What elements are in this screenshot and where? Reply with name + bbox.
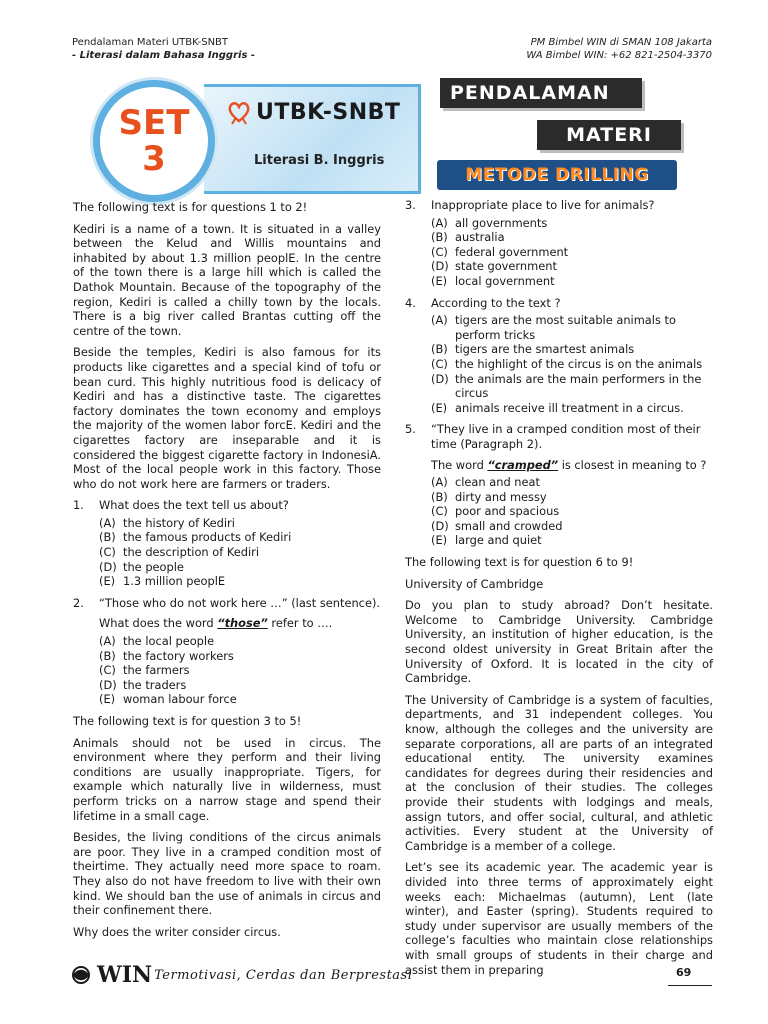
question-5 xyxy=(405,422,713,451)
left-column xyxy=(73,200,381,946)
option-e[interactable]: (E) woman labour force xyxy=(99,692,237,707)
set-word: SET xyxy=(118,103,190,143)
utbk-logo xyxy=(226,99,400,125)
option-e[interactable]: (E) animals receive ill treatment in a circus. xyxy=(431,400,684,415)
option-d[interactable]: (D) small and crowded xyxy=(431,518,563,533)
question-4-options xyxy=(431,313,713,415)
question-text: According to the text ? xyxy=(431,295,561,310)
utbk-banner xyxy=(204,84,421,194)
option-c[interactable]: (C) poor and spacious xyxy=(431,504,560,519)
question-1-options xyxy=(99,516,381,589)
question-1 xyxy=(73,498,381,513)
option-e[interactable]: (E) local government xyxy=(431,273,555,288)
footer-brand-name: WIN xyxy=(97,962,153,988)
header-left xyxy=(72,36,255,62)
option-c[interactable]: (C) the highlight of the circus is on the animals xyxy=(431,356,703,371)
question-text: “They live in a cramped condition most of their time (Paragraph 2). xyxy=(431,422,701,451)
question-text: “Those who do not work here …” (last sentence). xyxy=(99,595,381,610)
question-4 xyxy=(405,296,713,311)
header-left-line2: - Literasi dalam Bahasa Inggris - xyxy=(72,50,256,61)
ribbon-logo-icon xyxy=(226,99,252,125)
option-a[interactable]: (A) clean and neat xyxy=(431,475,540,490)
footer-brand xyxy=(68,962,412,988)
cambridge-paragraph-3: Let’s see its academic year. The academic year is divided into three terms of approximately eight weeks each: Michaelmas (autumn), Lent (late winter), and Easter (spring). Students required to study under supervisor are usually members of the college’s faculties who maintain close relationships with small groups of students in their charge and assist them in preparing xyxy=(405,860,713,977)
question-number: 5. xyxy=(405,422,416,437)
option-a[interactable]: (A) the local people xyxy=(99,634,215,649)
circus-paragraph-1: Animals should not be used in circus. The environment where they perform and their living conditions are usually inappropriate. Tigers, for example which naturally live in wilderness, must perform tricks on a narrow stage and spend their lifetime in a small cage. xyxy=(73,735,381,823)
option-a[interactable]: (A) all governments xyxy=(431,215,548,230)
set-badge xyxy=(93,80,215,202)
question-text: Inappropriate place to live for animals? xyxy=(431,198,655,212)
win-logo-icon xyxy=(68,964,94,986)
option-a[interactable]: (A) the history of Kediri xyxy=(99,515,235,530)
tag-pendalaman: PENDALAMAN xyxy=(440,78,642,108)
right-column xyxy=(405,198,713,984)
question-5-options xyxy=(431,475,713,548)
logo-text: UTBK-SNBT xyxy=(256,99,401,125)
question-3-options xyxy=(431,216,713,289)
question-2-options xyxy=(99,634,381,707)
question-text: What does the text tell us about? xyxy=(99,498,289,513)
banner-subtitle: Literasi B. Inggris xyxy=(254,153,385,168)
option-b[interactable]: (B) the famous products of Kediri xyxy=(99,530,292,545)
kediri-paragraph-2: Beside the temples, Kediri is also famous for its products like cigarettes and a special kind of tofu or bean curd. This highly nutritious food is delicacy of Kediri and has a distinctive taste. The cigarettes factory dominates the town economy and employs the majority of the women labor forcE. Kediri and the cigarettes factory are inseparable and it is considered the biggest cigarette factory in IndonesiA. Most of the local people work in this factory. Those who do not work here are farmers or traders. xyxy=(73,345,381,491)
option-e[interactable]: (E) large and quiet xyxy=(431,533,542,548)
footer-slogan: Termotivasi, Cerdas dan Berprestasi xyxy=(154,967,413,983)
kediri-paragraph-1: Kediri is a name of a town. It is situated in a valley between the Kelud and Willis mountains and inhabited by about 1.3 million peoplE. In the centre of the town there is a large hill which is called the Dathok Mountain. Because of the topography of the region, Kediri is called a chilly town by the locals. There is a big river called Brantas cutting off the centre of the town. xyxy=(73,221,381,338)
option-d[interactable]: (D) state government xyxy=(431,259,557,274)
option-c[interactable]: (C) federal government xyxy=(431,244,569,259)
header-right-line2: WA Bimbel WIN: +62 821-2504-3370 xyxy=(526,50,712,61)
cambridge-paragraph-1: Do you plan to study abroad? Don’t hesitate. Welcome to Cambridge University. Cambridge University, an institution of higher education, is the second oldest university in Great Britain after the University of Oxford. It is located in the city of Cambridge. xyxy=(405,598,713,686)
intro-q3-5: The following text is for question 3 to 5! xyxy=(73,714,302,728)
tag-materi: MATERI xyxy=(537,120,681,150)
tag-metode-drilling: METODE DRILLING xyxy=(437,160,677,190)
option-b[interactable]: (B) the factory workers xyxy=(99,648,234,663)
intro-q6-9: The following text is for question 6 to 9! xyxy=(405,555,634,570)
intro-q1-2: The following text is for questions 1 to 2! xyxy=(73,200,308,214)
option-d[interactable]: (D) the traders xyxy=(99,677,187,692)
highlight-word: “those” xyxy=(217,616,268,631)
cambridge-paragraph-2: The University of Cambridge is a system of faculties, departments, and 31 independent colleges. You know, although the colleges and the university are separate corporations, all are parts of an integrated educational entity. The university examines candidates for degrees during their residencies and at the conclusion of their studies. The colleges provide their students with lodgings and meals, assign tutors, and offer social, cultural, and athletic activities. Every student at the University of Cambridge is a member of a college. xyxy=(405,692,713,853)
option-b[interactable]: (B) australia xyxy=(431,230,505,245)
option-b[interactable]: (B) tigers are the smartest animals xyxy=(431,342,635,357)
question-number: 1. xyxy=(73,498,84,513)
circus-question-lead: Why does the writer consider circus. xyxy=(73,924,281,939)
option-d[interactable]: (D) the animals are the main performers in the circus xyxy=(431,371,702,401)
option-a[interactable]: (A) tigers are the most suitable animals to perform tricks xyxy=(431,313,676,342)
option-e[interactable]: (E) 1.3 million peoplE xyxy=(99,574,226,589)
option-b[interactable]: (B) dirty and messy xyxy=(431,489,547,504)
highlight-word: “cramped” xyxy=(487,457,559,472)
question-number: 4. xyxy=(405,295,416,310)
page-number: 69 xyxy=(676,966,692,979)
option-d[interactable]: (D) the people xyxy=(99,559,184,574)
question-2-ask: What does the word “those” refer to …. xyxy=(99,616,333,631)
circus-paragraph-2: Besides, the living conditions of the circus animals are poor. They live in a cramped condition most of theirtime. They actually need more space to roam. They also do not have freedom to live with their own kind. We should ban the use of animals in circus and their confinement there. xyxy=(73,830,381,918)
question-5-ask: The word “cramped” is closest in meaning to ? xyxy=(431,457,707,472)
header-right-line1: PM Bimbel WIN di SMAN 108 Jakarta xyxy=(530,37,712,48)
option-c[interactable]: (C) the farmers xyxy=(99,663,190,678)
question-number: 3. xyxy=(405,198,416,212)
question-3 xyxy=(405,198,713,213)
set-number: 3 xyxy=(142,139,166,179)
option-c[interactable]: (C) the description of Kediri xyxy=(99,545,260,560)
passage-title: University of Cambridge xyxy=(405,576,544,591)
question-2 xyxy=(73,596,381,611)
header-right xyxy=(526,36,712,62)
header-left-line1: Pendalaman Materi UTBK-SNBT xyxy=(72,37,229,48)
page-number-divider xyxy=(668,985,712,986)
question-number: 2. xyxy=(73,595,84,610)
